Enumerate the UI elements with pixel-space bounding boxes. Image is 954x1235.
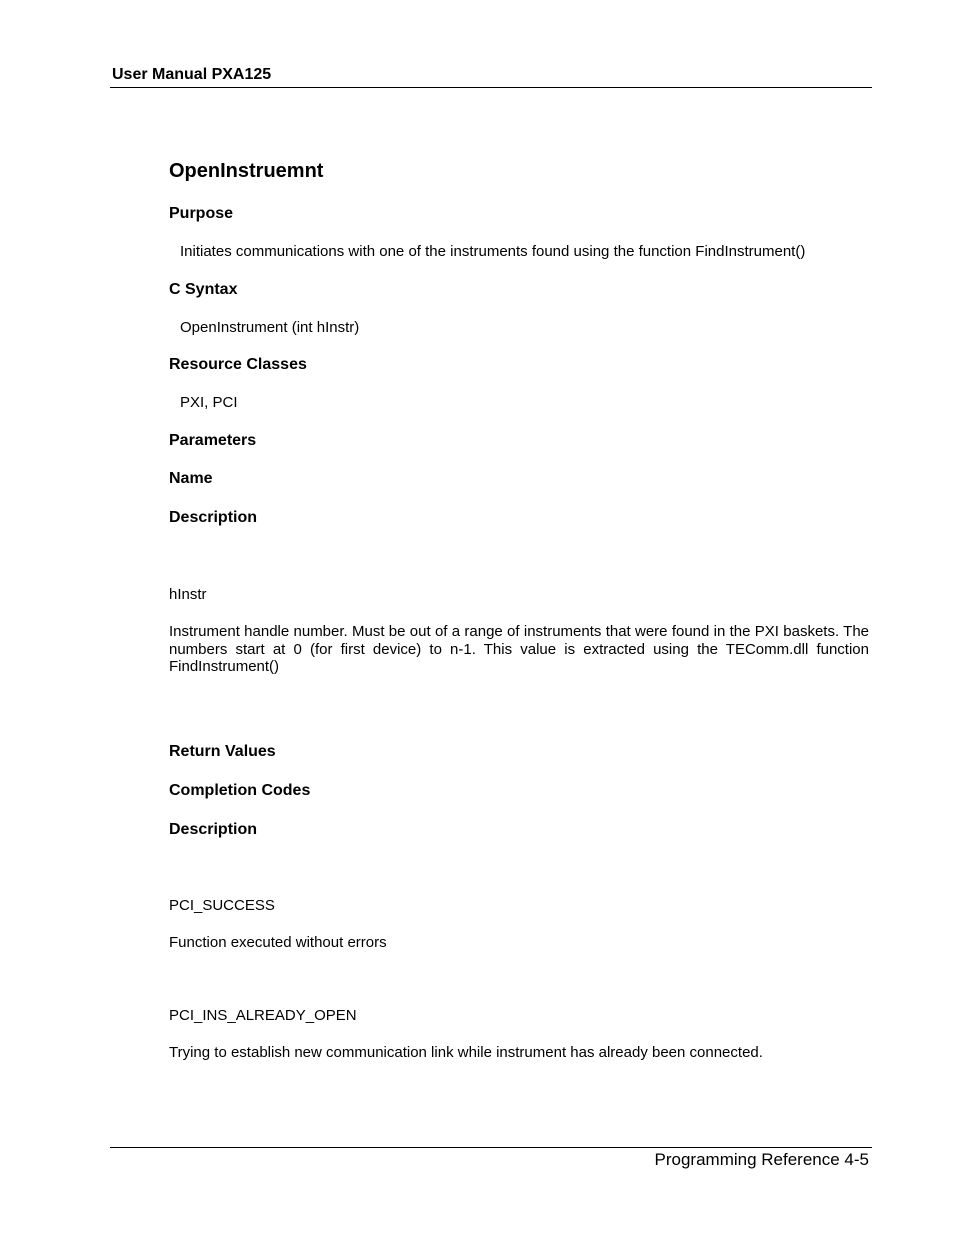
parameters-name-column-header: Name	[169, 470, 213, 487]
parameters-description-column-header: Description	[169, 509, 258, 526]
syntax-text: OpenInstrument (int hInstr)	[180, 319, 360, 336]
completion-code: PCI_INS_ALREADY_OPEN	[169, 1007, 357, 1024]
running-header-title: User Manual PXA125	[112, 66, 272, 83]
resource-classes-heading: Resource Classes	[169, 356, 307, 373]
footer-rule	[110, 1147, 872, 1148]
function-title: OpenInstruemnt	[169, 160, 324, 182]
resource-classes-text: PXI, PCI	[180, 394, 238, 411]
purpose-heading: Purpose	[169, 205, 234, 222]
syntax-heading: C Syntax	[169, 281, 238, 298]
header-rule	[110, 87, 872, 88]
parameter-description: Instrument handle number. Must be out of a range of instruments that were found in the PXI baskets. The numbers start at 0 (for first device) to n-1. This value is extracted using the TEComm.dll function FindInstrument()	[169, 623, 869, 675]
completion-code: PCI_SUCCESS	[169, 897, 275, 914]
parameter-name: hInstr	[169, 586, 207, 603]
return-values-heading: Return Values	[169, 743, 276, 760]
completion-code-description: Function executed without errors	[169, 934, 387, 951]
return-description-column-header: Description	[169, 821, 258, 838]
completion-code-description: Trying to establish new communication link while instrument has already been connected.	[169, 1044, 763, 1061]
completion-codes-column-header: Completion Codes	[169, 782, 311, 799]
purpose-text: Initiates communications with one of the instruments found using the function FindInstrument()	[180, 243, 806, 260]
footer-page-reference: Programming Reference 4-5	[654, 1150, 869, 1169]
parameters-heading: Parameters	[169, 432, 257, 449]
